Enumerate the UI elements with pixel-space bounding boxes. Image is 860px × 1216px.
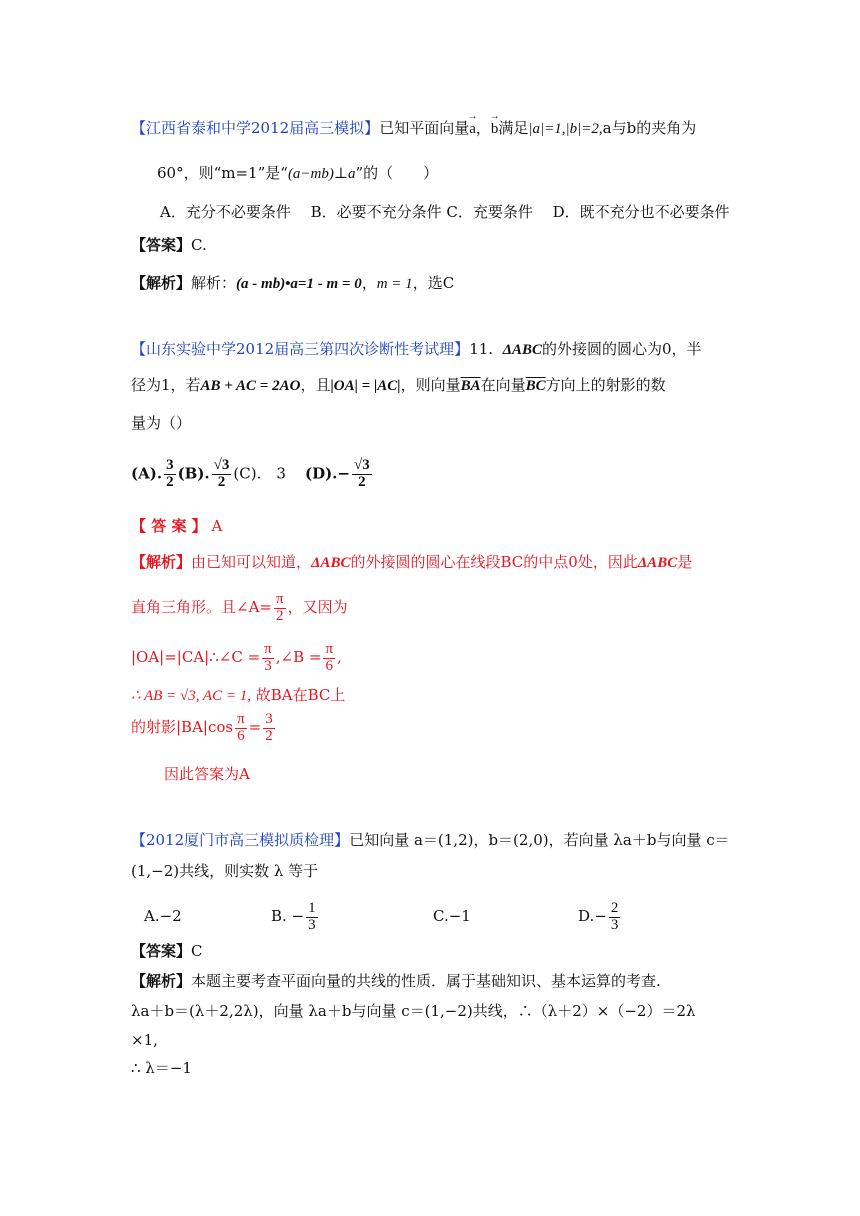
q3-answer-value: C	[191, 942, 203, 960]
q2-analysis-line6: 因此答案为A	[164, 765, 250, 783]
q2-analysis-triangle: ΔABC	[311, 555, 351, 571]
q1-comma: ，	[475, 119, 491, 137]
q2-frac-pi-6b-num: π	[237, 710, 245, 727]
q3-opt-d: D.−	[578, 907, 607, 925]
q1-analysis-text: 解析：	[191, 274, 237, 292]
q2-analysis-projection: 的射影|BA|cos	[131, 718, 234, 736]
q3-opt-b-frac	[306, 901, 318, 934]
q2-frac-pi-6	[323, 642, 335, 675]
q3-stem-line2: (1,−2)共线，则实数 λ 等于	[131, 862, 319, 880]
q2-analysis-line5	[131, 710, 277, 744]
q2-analysis-comma: ,	[337, 648, 342, 666]
q2-opt-d-den: 2	[358, 473, 366, 490]
q1-stem-text2: 满足	[498, 119, 529, 137]
q2-vec-bc: $\overline{BC}$	[525, 378, 546, 394]
q2-opt-c: (C). 3	[233, 464, 286, 483]
q2-analysis-text3: 是	[677, 553, 693, 571]
q2-analysis-angle-b: ,∠B =	[275, 648, 322, 666]
q2-answer-label: 【 答 案 】	[131, 517, 207, 535]
q2-analysis-line1	[131, 551, 692, 574]
q3-stem-text: 已知向量 a＝(1,2)，b＝(2,0)，若向量 λa＋b与向量 c＝	[349, 831, 730, 849]
q1-analysis	[131, 272, 454, 295]
q3-analysis-line3: ×1,	[131, 1031, 158, 1049]
q1-analysis-math2: m = 1	[376, 276, 413, 292]
q2-line2-text2: ，且	[300, 376, 331, 394]
q3-analysis-line1	[131, 970, 661, 992]
q2-frac-pi-6-den: 6	[325, 657, 333, 674]
q1-stem-line1	[131, 117, 696, 140]
q1-vec-a: → a	[469, 118, 476, 140]
q2-analysis-equals: =	[248, 718, 262, 736]
q2-opt-b-num: √3	[213, 457, 230, 473]
q1-answer-value: C.	[191, 236, 207, 254]
q2-frac-pi-3-den: 3	[264, 657, 272, 674]
q3-analysis-line4: ∴ λ＝−1	[131, 1059, 192, 1077]
q1-analysis-math: (a - mb)•a=1 - m = 0	[236, 276, 362, 292]
q1-vec-b: → b	[491, 118, 499, 140]
q2-frac-pi-3-num: π	[264, 640, 272, 657]
q2-analysis-label: 【解析】	[131, 553, 192, 571]
q2-frac-pi-6b-den: 6	[237, 727, 245, 744]
q2-opt-a-den: 2	[166, 473, 174, 490]
q1-line2-text2: ”的（ ）	[355, 164, 439, 182]
q2-frac-pi-2-num: π	[275, 590, 284, 607]
q2-analysis-text5: 故BA在BC上	[255, 686, 346, 704]
q2-stem-line2	[131, 374, 666, 397]
q1-options: A．充分不必要条件 B．必要不充分条件 C．充要条件 D．既不充分也不必要条件	[160, 203, 730, 221]
q2-stem-line3: 量为（）	[131, 414, 192, 432]
q3-opt-a: A.−2	[144, 907, 182, 925]
q2-answer	[131, 515, 222, 537]
q2-opt-b-den: 2	[217, 473, 226, 490]
q1-line2-text: 60°，则“m=1”是“	[157, 164, 288, 182]
q2-opt-d-frac	[352, 458, 372, 491]
q2-line2-text: 径为1，若	[131, 376, 201, 394]
q3-source: 【2012厦门市高三模拟质检理】	[131, 831, 350, 849]
q3-analysis-line2: λa＋b＝(λ＋2,2λ)，向量 λa＋b与向量 c＝(1,−2)共线，∴（λ＋2）×（−2）＝2λ	[131, 1002, 696, 1020]
q2-vector-eq: AB + AC = 2AO	[200, 378, 301, 394]
q1-stem-text: 已知平面向量	[379, 119, 470, 137]
q2-line2-text3: ，则向量	[400, 376, 461, 394]
q1-answer	[131, 234, 207, 256]
q1-line2-math: (a−mb)⊥a	[287, 166, 356, 182]
q3-opt-b-num: 1	[308, 899, 316, 916]
q2-analysis-sides: ∴ AB = √3, AC = 1,	[131, 688, 251, 704]
q2-frac-pi-3	[262, 642, 274, 675]
q1-analysis-text2: ，选C	[412, 274, 455, 292]
q2-line1-text: 的外接圆的圆心为0，半	[542, 340, 702, 358]
q2-frac-3-2	[263, 712, 275, 745]
q3-answer-label: 【答案】	[131, 942, 192, 960]
q2-analysis-text4: ，又因为	[287, 598, 348, 616]
q2-analysis-line3	[131, 640, 342, 674]
q2-opt-d: (D).−	[304, 464, 350, 483]
q2-opt-a-num: 3	[166, 457, 174, 473]
q2-frac-3-2-num: 3	[265, 710, 273, 727]
q2-analysis-text2: 的外接圆的圆心在线段BC的中点0处，因此	[350, 553, 638, 571]
q1-stem-text3: a与b的夹角为	[602, 119, 697, 137]
q1-analysis-label: 【解析】	[131, 274, 192, 292]
q3-opt-b: B. −	[271, 907, 305, 925]
q1-condition: |a|=1,|b|=2,	[528, 121, 603, 137]
q2-line2-text4: 在向量	[480, 376, 526, 394]
q2-magnitude-eq: |OA| = |AC|	[330, 378, 401, 394]
q3-stem-line1	[131, 829, 730, 851]
q3-opt-d-den: 3	[610, 916, 619, 933]
q1-stem-line2	[157, 162, 438, 185]
q2-analysis-triangle2: ΔABC	[637, 555, 678, 571]
q3-analysis-text: 本题主要考查平面向量的共线的性质．属于基础知识、基本运算的考查.	[191, 972, 661, 990]
q2-analysis-line2	[131, 590, 348, 624]
q2-opt-a-frac	[164, 458, 176, 491]
q1-source: 【江西省泰和中学2012届高三模拟】	[131, 119, 380, 137]
q1-answer-label: 【答案】	[131, 236, 192, 254]
q3-analysis-label: 【解析】	[131, 972, 192, 990]
q2-opt-b-frac	[212, 458, 232, 491]
q2-opt-b: (B).	[177, 464, 210, 483]
q2-answer-value: A	[211, 517, 223, 535]
q2-frac-pi-6b	[235, 712, 247, 745]
q2-opt-d-num: √3	[353, 457, 370, 473]
q3-opt-c: C.−1	[433, 907, 471, 925]
q2-opt-a: (A).	[131, 464, 163, 483]
q2-analysis-line4	[131, 684, 345, 707]
q3-opt-b-wrap	[271, 898, 320, 934]
q2-frac-3-2-den: 2	[265, 727, 273, 744]
q3-opt-d-wrap	[578, 898, 622, 934]
q2-line2-text5: 方向上的射影的数	[545, 376, 666, 394]
q2-analysis-angle-a: 直角三角形。且∠A=	[131, 598, 272, 616]
q2-options	[131, 458, 374, 491]
q2-vec-ba: $\overline{BA}$	[460, 378, 481, 394]
q3-opt-d-num: 2	[610, 899, 619, 916]
q1-analysis-comma: ，	[361, 274, 377, 292]
q2-analysis-angle-c: |OA|=|CA|∴∠C =	[131, 648, 261, 666]
q3-opt-b-den: 3	[308, 916, 316, 933]
q2-frac-pi-6-num: π	[325, 640, 334, 657]
q3-opt-d-frac	[609, 901, 621, 934]
q2-triangle: ΔABC	[502, 342, 543, 358]
q2-number: 11.	[469, 340, 494, 358]
q2-frac-pi-2-den: 2	[276, 607, 284, 624]
q2-source: 【山东实验中学2012届高三第四次诊断性考试理】	[131, 340, 470, 358]
q3-answer	[131, 940, 203, 962]
q2-frac-pi-2	[274, 592, 286, 625]
q2-analysis-text: 由已知可以知道，	[191, 553, 312, 571]
q2-stem-line1	[131, 338, 702, 361]
